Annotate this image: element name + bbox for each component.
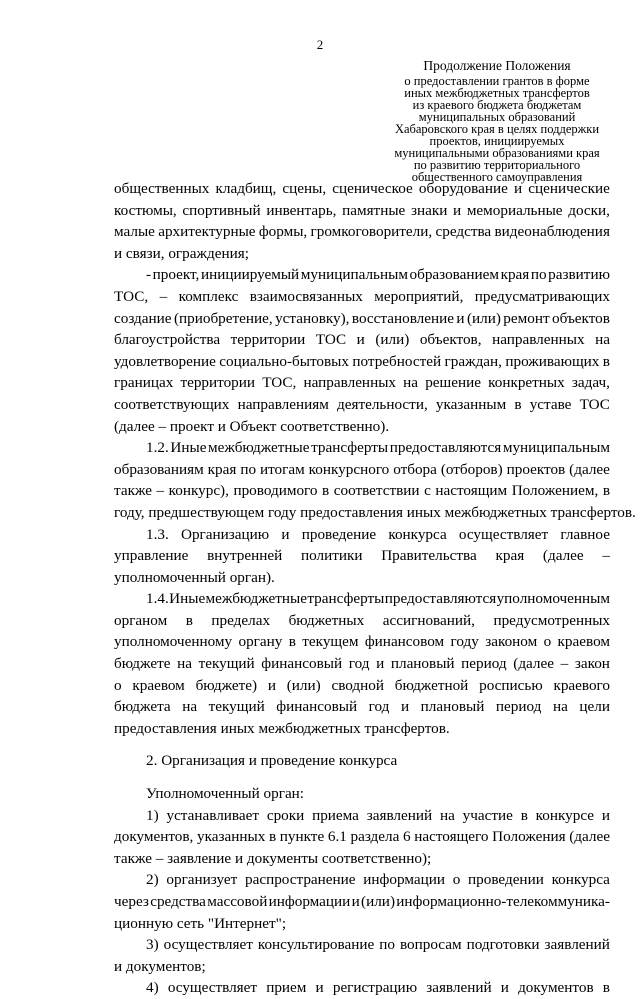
body-line: 1) устанавливает сроки приема заявлений на участие в конкурсе и [146, 806, 610, 824]
header-title: Продолжение Положения [423, 58, 571, 73]
body-line: 3) осуществляет консультирование по вопросам подготовки заявлений [146, 936, 610, 954]
body-line: образованиям края по итогам конкурсного отбора (отборов) проектов (далее [114, 460, 610, 478]
header-line: Хабаровского края в целях поддержки [394, 122, 600, 136]
header-line: по развитию территориального [413, 158, 581, 172]
body-line: предоставления иных межбюджетных трансфертов. [114, 719, 450, 737]
body-line: малые архитектурные формы, громкоговорители, средства видеонаблюдения [114, 223, 610, 241]
body-line: 4) осуществляет прием и регистрацию заявлений и документов в [146, 979, 610, 997]
body-line: документов, указанных в пункте 6.1 раздела 6 настоящего Положения (далее [114, 828, 610, 846]
header-line: общественного самоуправления [411, 170, 583, 184]
body-line: бюджета на текущий финансовый год и плановый период на цели [114, 698, 610, 716]
body-line: 1.3. Организацию и проведение конкурса осуществляет главное [146, 525, 610, 543]
paragraph-spacer [114, 772, 610, 783]
body-line: границах территории ТОС, направленных на решение конкретных задач, [114, 374, 610, 392]
body-line: 1.4. Иные межбюджетные трансферты предоставляются уполномоченным [146, 590, 610, 608]
section-heading: 2. Организация и проведение конкурса [146, 752, 398, 770]
body-line: уполномоченному органу в текущем финансовом году законом о краевом [114, 633, 610, 651]
body-line: ционную сеть "Интернет"; [114, 914, 287, 932]
header-line: из краевого бюджета бюджетам [412, 98, 582, 112]
body-line: о краевом бюджете) и (или) сводной бюджетной росписью краевого [114, 676, 610, 694]
paragraph-spacer [114, 739, 610, 750]
header-line: проектов, инициируемых [429, 134, 565, 148]
body-line: органом в пределах бюджетных ассигнований, предусмотренных [114, 611, 610, 629]
body-line: костюмы, спортивный инвентарь, памятные знаки и мемориальные доски, [114, 201, 610, 219]
body-line: также – конкурс), проводимого в соответствии с настоящим Положением, в [114, 482, 610, 500]
body-line: уполномоченный орган). [114, 568, 275, 586]
body-line: - проект, инициируемый муниципальным образованием края по развитию [146, 266, 610, 284]
page-number: 2 [316, 37, 324, 52]
body-line: 2) организует распространение информации о проведении конкурса [146, 871, 610, 889]
header-line: муниципальными образованиями края [394, 146, 600, 160]
body-line: общественных кладбищ, сцены, сценическое оборудование и сценические [114, 180, 610, 197]
body-line: удовлетворение социально-бытовых потребностей граждан, проживающих в [114, 352, 610, 370]
continuation-header [386, 58, 608, 183]
body-line: 1.2. Иные межбюджетные трансферты предоставляются муниципальным [146, 439, 610, 457]
body-line: соответствующих направлениям деятельности, указанным в уставе ТОС [114, 395, 610, 413]
body-line: бюджете на текущий финансовый год и плановый период (далее – закон [114, 655, 610, 673]
body-line: и связи, ограждения; [114, 244, 249, 262]
header-line: муниципальных образований [418, 110, 576, 124]
body-line: через средства массовой информации и (или) информационно-телекоммуника- [114, 893, 610, 910]
body-line: году, предшествующем году предоставления иных межбюджетных трансфертов. [114, 503, 636, 521]
body-line: Уполномоченный орган: [146, 785, 305, 803]
body-line: (далее – проект и Объект соответственно). [114, 417, 390, 435]
header-line: о предоставлении грантов в форме [404, 74, 590, 88]
body-line: создание (приобретение, установку), восстановление и (или) ремонт объектов [114, 309, 610, 327]
body-line: и документов; [114, 957, 206, 975]
document-body [114, 178, 636, 999]
body-line: благоустройства территории ТОС и (или) объектов, направленных на [114, 331, 610, 349]
body-line: также – заявление и документы соответственно); [114, 849, 432, 867]
body-line: управление внутренней политики Правительства края (далее – [114, 547, 610, 565]
body-line: ТОС, – комплекс взаимосвязанных мероприятий, предусматривающих [114, 287, 610, 305]
header-line: иных межбюджетных трансфертов [404, 86, 590, 100]
